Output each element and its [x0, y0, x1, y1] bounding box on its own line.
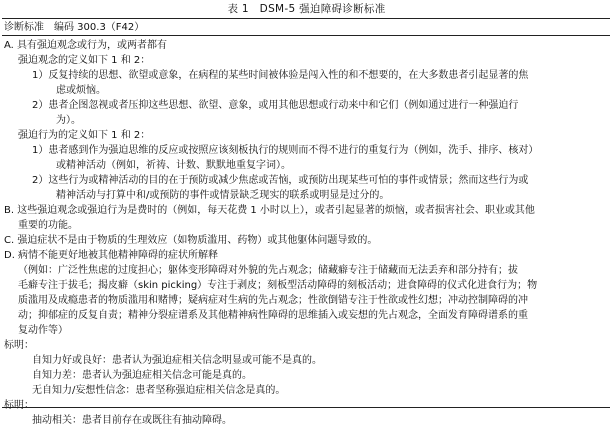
- table-header-row: [4, 20, 608, 35]
- table-line: （例如：广泛性焦虑的过度担心；躯体变形障碍对外貌的先占观念；储藏癖专注于储藏而无法丢弃和部分持有；拔: [18, 265, 518, 276]
- table-line: 1）患者感到作为强迫思维的反应或按照应该刻板执行的规则而不得不进行的重复行为（例如，洗手、排序、核对）: [32, 145, 539, 156]
- header-title: 诊断标准: [4, 22, 44, 33]
- table-line: 动；抑郁症的反复自责；精神分裂症谱系及其他精神病性障碍的思维插入或妄想的先占观念，全面发育障碍谱系的重: [18, 310, 528, 321]
- table-line: 自知力差：患者认为强迫症相关信念可能是真的。: [32, 370, 252, 381]
- table-line: 2）患者企图忽视或者压抑这些思想、欲望、意象，或用其他思想或行动来中和它们（例如通过进行一种强迫行: [32, 100, 519, 111]
- table-caption: 表 1 DSM-5 强迫障碍诊断标准: [227, 3, 386, 15]
- table-line: 复动作等）: [18, 325, 68, 336]
- table-line: 为）。: [56, 115, 81, 126]
- table-line: 强迫行为的定义如下 1 和 2：: [18, 130, 151, 141]
- header-rule: [2, 35, 610, 36]
- table-line: 2）这些行为或精神活动的目的在于预防或减少焦虑或苦恼，或预防出现某些可怕的事件或情景；然而这些行为或: [32, 175, 529, 186]
- table-line: 标明：: [4, 400, 34, 411]
- table-body: [4, 38, 608, 428]
- table-line: 标明：: [4, 340, 34, 351]
- table-line: 重要的功能。: [18, 220, 78, 231]
- table-line: 毛癖专注于拔毛；揭皮癖（skin picking）专注于剥皮；刻板型活动障碍的刻板活动；进食障碍的仪式化进食行为；物: [18, 280, 538, 291]
- top-rule: [2, 18, 610, 19]
- table-line: B. 这些强迫观念或强迫行为是费时的（例如，每天花费 1 小时以上），或者引起显著的烦恼，或者损害社会、职业或其他: [4, 205, 535, 216]
- table-line: D. 病情不能更好地被其他精神障碍的症状所解释: [4, 250, 219, 261]
- table-line: 质滥用及成瘾患者的物质滥用和赌博；疑病症对生病的先占观念；性欲倒错专注于性欲或性幻想；冲动控制障碍的冲: [18, 295, 528, 306]
- table-line: C. 强迫症状不是由于物质的生理效应（如物质滥用、药物）或其他躯体问题导致的。: [4, 235, 378, 246]
- table-line: 或精神活动（例如，祈祷、计数、默默地重复字词）。: [56, 160, 291, 171]
- table-line: 虑或烦恼。: [56, 85, 106, 96]
- table-line: 抽动相关：患者目前存在或既往有抽动障碍。: [32, 415, 232, 426]
- table-line: 强迫观念的定义如下 1 和 2：: [18, 55, 151, 66]
- table-line: 无自知力/妄想性信念：患者坚称强迫症相关信念是真的。: [32, 385, 286, 396]
- header-code: 编码 300.3（F42）: [54, 22, 145, 33]
- bottom-rule: [2, 407, 610, 408]
- table-line: 自知力好或良好：患者认为强迫症相关信念明显或可能不是真的。: [32, 355, 322, 366]
- table-line: A. 具有强迫观念或行为，或两者都有: [4, 40, 168, 51]
- table-line: 精神活动与打算中和/或预防的事件或情景缺乏现实的联系或明显是过分的。: [56, 190, 390, 201]
- table-line: 1）反复持续的思想、欲望或意象，在病程的某些时间被体验是闯入性的和不想要的，在大多数患者引起显著的焦: [32, 70, 529, 81]
